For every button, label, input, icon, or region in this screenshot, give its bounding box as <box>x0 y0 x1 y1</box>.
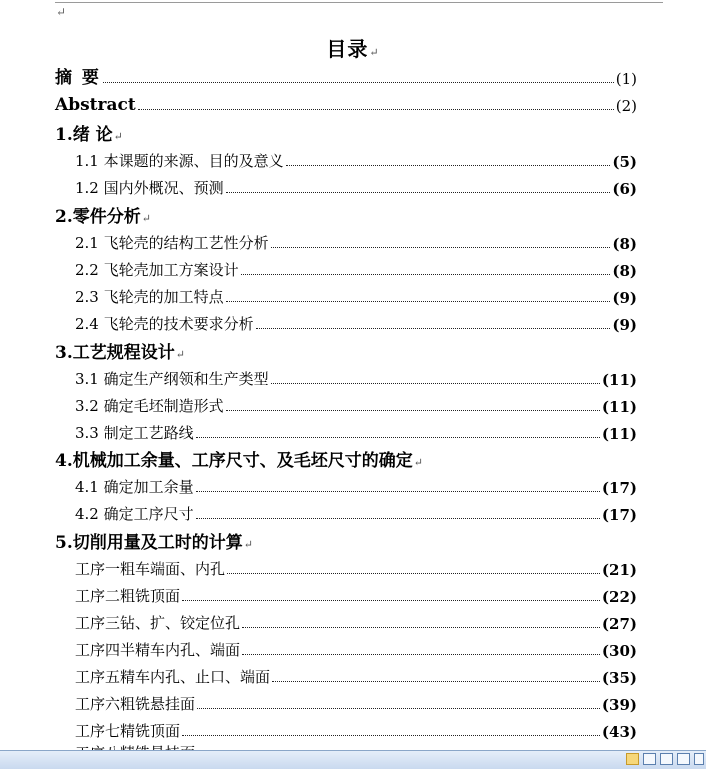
paragraph-mark-icon: ↵ <box>56 5 67 19</box>
toc-entry-3-1[interactable]: 3.1 确定生产纲领和生产类型 (11) <box>75 370 637 389</box>
toc-entry-abstract-cn[interactable]: 摘 要 (1) <box>55 68 637 88</box>
toc-entry-2-1[interactable]: 2.1 飞轮壳的结构工艺性分析 (8) <box>75 234 637 253</box>
chapter-2-heading[interactable]: 2.零件分析↵ <box>55 207 151 227</box>
draft-view-icon[interactable] <box>694 753 704 765</box>
web-view-icon[interactable] <box>660 753 673 765</box>
toc-entry-2-4[interactable]: 2.4 飞轮壳的技术要求分析 (9) <box>75 315 637 334</box>
toc-entry-abstract-en[interactable]: Abstract (2) <box>55 95 637 115</box>
page-view-icon[interactable] <box>626 753 639 765</box>
toc-entry-5-op6[interactable]: 工序六粗铣悬挂面 (39) <box>75 695 637 714</box>
reading-view-icon[interactable] <box>643 753 656 765</box>
toc-entry-5-op7[interactable]: 工序七精铣顶面 (43) <box>75 722 637 741</box>
toc-entry-2-3[interactable]: 2.3 飞轮壳的加工特点 (9) <box>75 288 637 307</box>
toc-entry-1-1[interactable]: 1.1 本课题的来源、目的及意义 (5) <box>75 152 637 171</box>
status-bar <box>0 750 706 769</box>
header-rule <box>55 2 663 3</box>
toc-title: 目录↵ <box>326 37 380 61</box>
toc-entry-5-op1[interactable]: 工序一粗车端面、内孔 (21) <box>75 560 637 579</box>
toc-entry-1-2[interactable]: 1.2 国内外概况、预测 (6) <box>75 179 637 198</box>
chapter-3-heading[interactable]: 3.工艺规程设计↵ <box>55 343 185 363</box>
toc-entry-4-2[interactable]: 4.2 确定工序尺寸 (17) <box>75 505 637 524</box>
toc-entry-4-1[interactable]: 4.1 确定加工余量 (17) <box>75 478 637 497</box>
chapter-1-heading[interactable]: 1.绪 论↵ <box>55 125 123 145</box>
toc-entry-2-2[interactable]: 2.2 飞轮壳加工方案设计 (8) <box>75 261 637 280</box>
toc-entry-5-op4[interactable]: 工序四半精车内孔、端面 (30) <box>75 641 637 660</box>
chapter-5-heading[interactable]: 5.切削用量及工时的计算↵ <box>55 533 253 553</box>
outline-view-icon[interactable] <box>677 753 690 765</box>
chapter-4-heading[interactable]: 4.机械加工余量、工序尺寸、及毛坯尺寸的确定↵ <box>55 451 423 471</box>
toc-entry-3-3[interactable]: 3.3 制定工艺路线 (11) <box>75 424 637 443</box>
toc-entry-3-2[interactable]: 3.2 确定毛坯制造形式 (11) <box>75 397 637 416</box>
toc-entry-5-op3[interactable]: 工序三钻、扩、铰定位孔 (27) <box>75 614 637 633</box>
toc-entry-5-op2[interactable]: 工序二粗铣顶面 (22) <box>75 587 637 606</box>
toc-entry-5-op5[interactable]: 工序五精车内孔、止口、端面 (35) <box>75 668 637 687</box>
